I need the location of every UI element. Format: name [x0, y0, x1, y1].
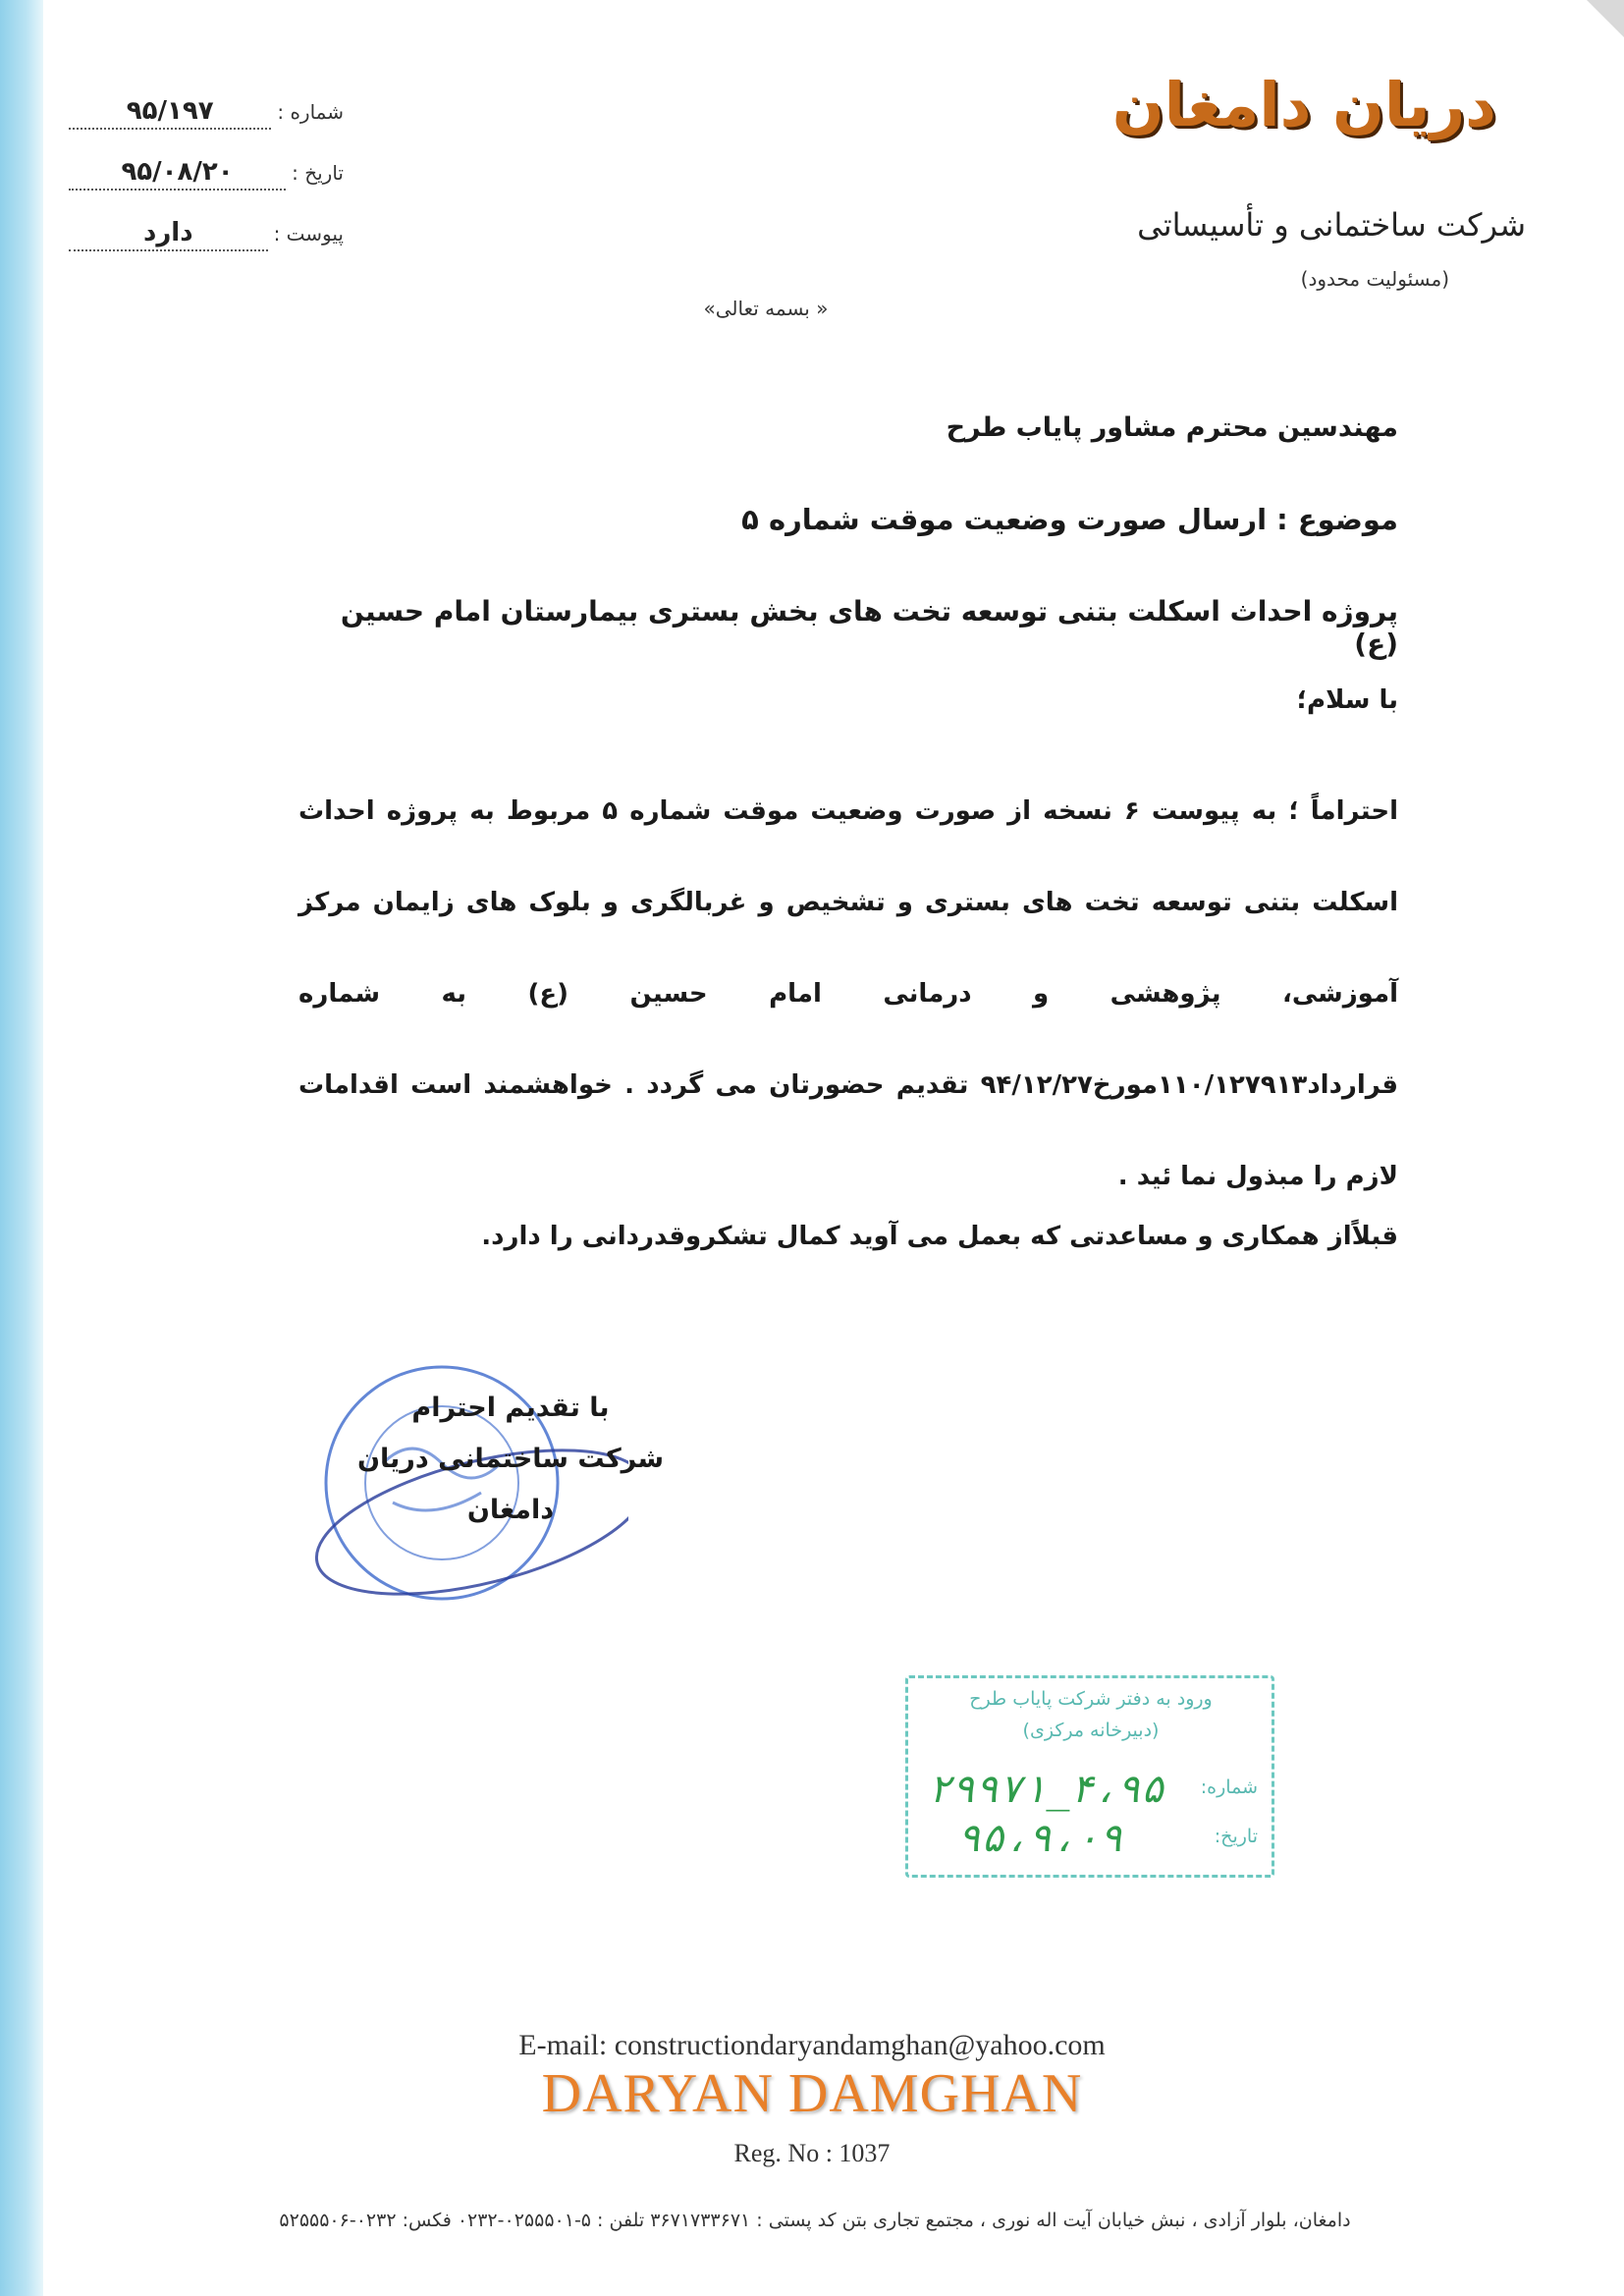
- received-date-label: تاریخ:: [1214, 1826, 1258, 1847]
- footer-email: E-mail: constructiondaryandamghan@yahoo.com: [518, 2029, 1106, 2061]
- letter-meta: [69, 96, 344, 279]
- company-name: شرکت ساختمانی و تأسیساتی: [1137, 206, 1526, 244]
- company-logo: دریان دامغان: [1111, 69, 1496, 140]
- date-label: تاریخ :: [292, 161, 344, 185]
- attachment-value: دارد: [69, 218, 268, 251]
- closing-line: قبلاًاز همکاری و مساعدتی که بعمل می آوید کمال تشکروقدردانی را دارد.: [481, 1222, 1398, 1251]
- received-stamp: [905, 1675, 1274, 1878]
- bismillah: « بسمه تعالی»: [703, 297, 829, 320]
- project-title: پروژه احداث اسکلت بتنی توسعه تخت های بخش بستری بیمارستان امام حسین (ع): [340, 595, 1398, 660]
- received-number-label: شماره:: [1200, 1777, 1258, 1798]
- number-label: شماره :: [277, 100, 344, 124]
- received-number-value: ۴،۹۵_۲۹۹۷۱: [928, 1767, 1164, 1812]
- received-stamp-title: ورود به دفتر شرکت پایاب طرح: [969, 1688, 1213, 1710]
- scan-edge: [0, 0, 43, 2296]
- attachment-label: پیوست :: [273, 222, 344, 246]
- signature-line-1: با تقدیم احترام: [411, 1393, 610, 1423]
- attachment-row: [69, 218, 344, 279]
- greeting: با سلام؛: [1296, 685, 1398, 715]
- footer-reg-number: Reg. No : 1037: [733, 2139, 891, 2167]
- signature-line-2: شرکت ساختمانی دریان دامغان: [356, 1444, 665, 1525]
- date-value: ۹۵/۰۸/۲۰: [69, 157, 286, 191]
- number-row: [69, 96, 344, 157]
- footer-brand: DARYAN DAMGHAN: [541, 2063, 1083, 2124]
- company-type: (مسئولیت محدود): [1300, 267, 1449, 291]
- addressee: مهندسین محترم مشاور پایاب طرح: [946, 412, 1398, 443]
- body-paragraph: احتراماً ؛ به پیوست ۶ نسخه از صورت وضعیت موقت شماره ۵ مربوط به پروژه احداث اسکلت بتنی توسعه تخت های بستری و تشخیص و غربالگری و بلوک های زایمان مرکز آموزشی، پژوهشی و درمانی امام حسین (ع) به شماره قرارداد۱۱۰/۱۲۷۹۱۳مورخ۹۴/۱۲/۲۷ تقدیم حضورتان می گردد . خواهشمند است اقدامات لازم را مبذول نما ئید .: [298, 796, 1398, 1191]
- received-date-value: ۹۵،۹،۰۹: [957, 1816, 1123, 1861]
- number-value: ۹۵/۱۹۷: [69, 96, 271, 130]
- received-stamp-subtitle: (دبیرخانه مرکزی): [1022, 1720, 1160, 1741]
- page-corner: [1587, 0, 1624, 37]
- footer-address: دامغان، بلوار آزادی ، نبش خیابان آیت اله نوری ، مجتمع تجاری بتن کد پستی : ۳۶۷۱۷۳۳۶۷۱ تلفن : ۵-۰۲۵۵۵۰۱-۰۲۳۲ فکس: ۰۲۳۲-۵۲۵۵۵۰۶: [279, 2210, 1351, 2231]
- signature-block: [314, 1383, 707, 1536]
- subject-line: موضوع : ارسال صورت وضعیت موقت شماره ۵: [741, 503, 1398, 536]
- date-row: [69, 157, 344, 218]
